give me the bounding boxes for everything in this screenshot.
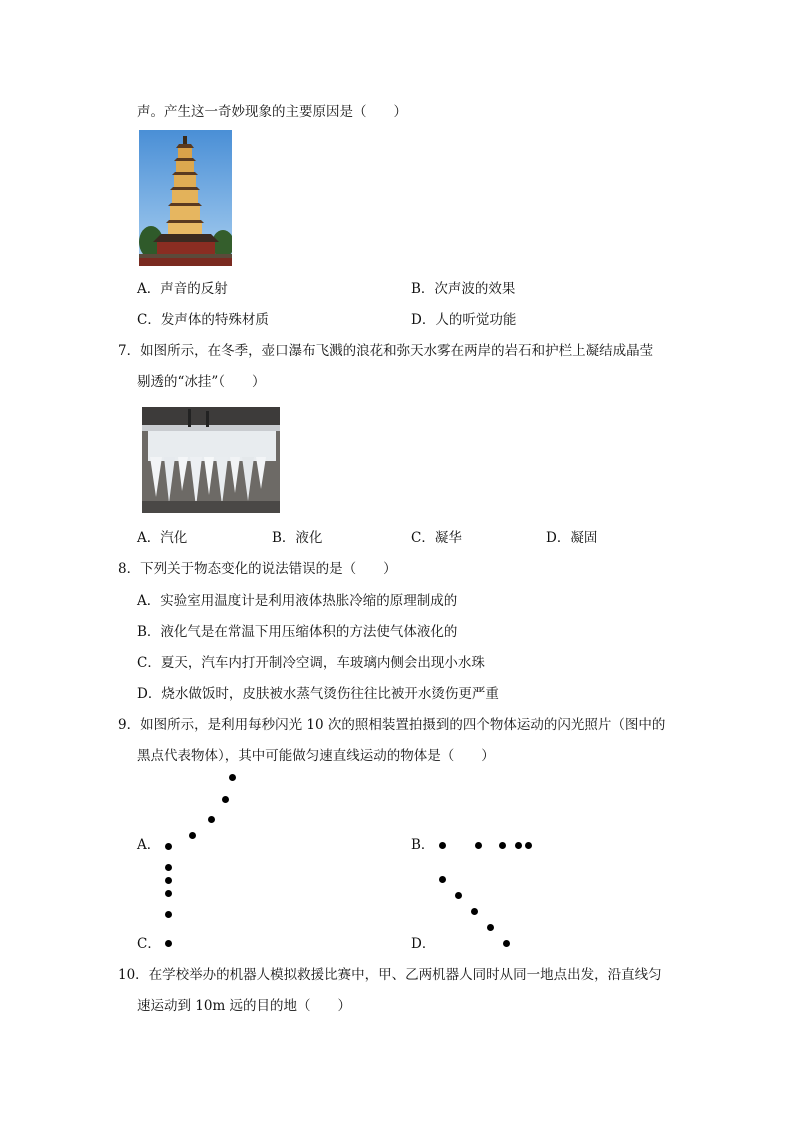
q10-stem-line2: 速运动到 10m 远的目的地（ ） bbox=[137, 998, 352, 1014]
q8-stem: 8．下列关于物态变化的说法错误的是（ ） bbox=[118, 561, 397, 577]
flash-dot-c-3 bbox=[165, 890, 172, 897]
flash-dot-a-5 bbox=[229, 774, 236, 781]
flash-dot-c-2 bbox=[165, 877, 172, 884]
q9-label-d: D． bbox=[411, 936, 436, 952]
flash-dot-a-1 bbox=[165, 843, 172, 850]
q6-option-a: A．声音的反射 bbox=[137, 281, 228, 297]
flash-dot-b-3 bbox=[499, 842, 506, 849]
flash-dot-b-1 bbox=[439, 842, 446, 849]
icicle-photo bbox=[142, 407, 280, 513]
q6-option-b: B．次声波的效果 bbox=[411, 281, 516, 297]
flash-dot-b-5 bbox=[525, 842, 532, 849]
flash-dot-c-1 bbox=[165, 864, 172, 871]
q7-option-c: C．凝华 bbox=[411, 530, 462, 546]
q6-stem-tail: 声。产生这一奇妙现象的主要原因是（ ） bbox=[137, 104, 407, 120]
flash-dot-c-5 bbox=[165, 940, 172, 947]
q7-stem-line1: 7．如图所示，在冬季，壶口瀑布飞溅的浪花和弥天水雾在两岸的岩石和护栏上凝结成晶莹 bbox=[118, 343, 654, 359]
q6-option-d: D．人的听觉功能 bbox=[411, 312, 517, 328]
q6-option-c: C．发声体的特殊材质 bbox=[137, 312, 269, 328]
flash-dot-d-1 bbox=[439, 876, 446, 883]
flash-dot-b-4 bbox=[515, 842, 522, 849]
q9-stem-line1: 9．如图所示，是利用每秒闪光 10 次的照相装置拍摄到的四个物体运动的闪光照片（图中的 bbox=[118, 717, 666, 733]
q9-label-a: A． bbox=[137, 837, 161, 853]
q9-stem-line2: 黑点代表物体），其中可能做匀速直线运动的物体是（ ） bbox=[137, 748, 495, 764]
flash-dot-c-4 bbox=[165, 911, 172, 918]
q10-stem-line1: 10．在学校举办的机器人模拟救援比赛中，甲、乙两机器人同时从同一地点出发，沿直线匀 bbox=[118, 967, 662, 983]
q7-option-d: D．凝固 bbox=[546, 530, 598, 546]
flash-dot-a-2 bbox=[189, 832, 196, 839]
flash-dot-a-3 bbox=[208, 816, 215, 823]
q9-label-c: C． bbox=[137, 936, 161, 952]
flash-dot-a-4 bbox=[222, 796, 229, 803]
flash-dot-d-4 bbox=[487, 924, 494, 931]
q8-option-d: D．烧水做饭时，皮肤被水蒸气烫伤往往比被开水烫伤更严重 bbox=[137, 686, 499, 702]
flash-dot-d-2 bbox=[455, 892, 462, 899]
q8-option-c: C．夏天，汽车内打开制冷空调，车玻璃内侧会出现小水珠 bbox=[137, 655, 485, 671]
pagoda-photo bbox=[139, 130, 232, 266]
q7-stem-line2: 剔透的“冰挂”（ ） bbox=[137, 374, 266, 390]
q9-label-b: B． bbox=[411, 837, 435, 853]
q7-option-b: B．液化 bbox=[272, 530, 323, 546]
q8-option-a: A．实验室用温度计是利用液体热胀冷缩的原理制成的 bbox=[137, 593, 458, 609]
q7-option-a: A．汽化 bbox=[137, 530, 188, 546]
q8-option-b: B．液化气是在常温下用压缩体积的方法使气体液化的 bbox=[137, 624, 458, 640]
flash-dot-d-3 bbox=[471, 908, 478, 915]
flash-dot-d-5 bbox=[503, 940, 510, 947]
flash-dot-b-2 bbox=[475, 842, 482, 849]
